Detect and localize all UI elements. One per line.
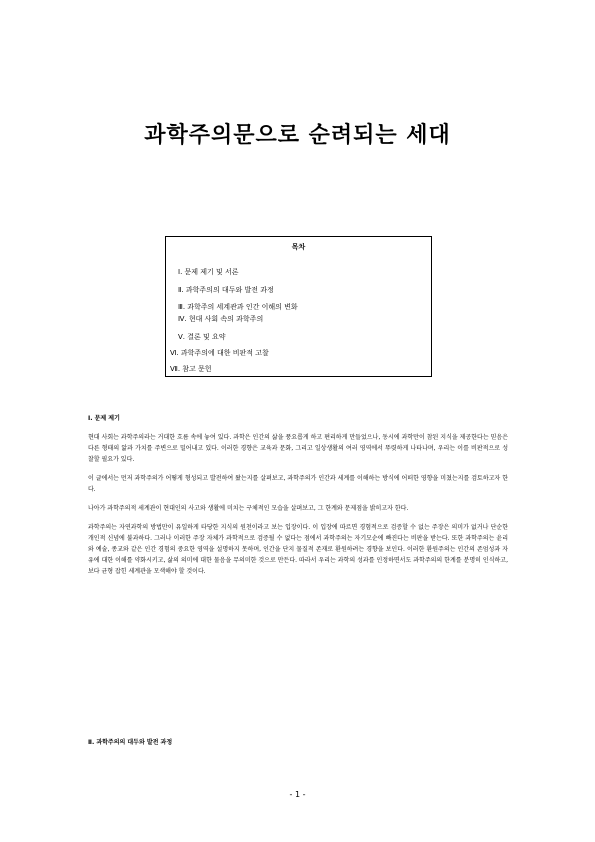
body-paragraph: 나아가 과학주의적 세계관이 현대인의 사고와 생활에 미치는 구체적인 모습을 살펴보고, 그 한계와 문제점을 밝히고자 한다. xyxy=(88,505,409,512)
toc-item: Ⅲ. 과학주의 세계관과 인간 이해의 변화 xyxy=(178,303,298,311)
document-title: 과학주의문으로 순려되는 세대 xyxy=(144,123,451,148)
table-of-contents xyxy=(165,236,432,377)
body-paragraph: 현대 사회는 과학주의라는 거대한 흐름 속에 놓여 있다. 과학은 인간의 삶을 풍요롭게 하고 편리하게 만들었으나, 동시에 과학만이 참된 지식을 제공한다는 믿음은 다른 형태의 앎과 가치를 주변으로 밀어내고 있다. 이러한 경향은 교육과 문화, 그리고 일상생활의 여러 영역에서 뚜렷하게 나타나며, 우리는 이를 비판적으로 성찰할 필요가 있다. xyxy=(88,434,508,463)
section-heading: Ⅱ. 과학주의의 대두와 발전 과정 xyxy=(88,739,173,746)
section-heading: Ⅰ. 문제 제기 xyxy=(88,415,120,422)
toc-item: Ⅱ. 과학주의의 대두와 발전 과정 xyxy=(178,286,274,294)
body-text xyxy=(88,413,508,585)
toc-item: Ⅴ. 결론 및 요약 xyxy=(178,333,226,341)
toc-item: Ⅶ. 참고 문헌 xyxy=(170,365,212,373)
toc-heading: 목차 xyxy=(291,243,306,251)
page-number: - 1 - xyxy=(289,790,306,799)
toc-item: Ⅵ. 과학주의에 대한 비판적 고찰 xyxy=(170,349,269,357)
body-paragraph: 이 글에서는 먼저 과학주의가 어떻게 형성되고 발전하여 왔는지를 살펴보고, 과학주의가 인간과 세계를 이해하는 방식에 어떠한 영향을 미쳤는지를 검토하고자 한다. xyxy=(88,475,508,493)
toc-item: Ⅳ. 현대 사회 속의 과학주의 xyxy=(178,315,264,323)
toc-item: Ⅰ. 문제 제기 및 서론 xyxy=(178,268,239,276)
body-paragraph: 과학주의는 자연과학의 방법만이 유일하게 타당한 지식의 원천이라고 보는 입장이다. 이 입장에 따르면 경험적으로 검증할 수 없는 주장은 의미가 없거나 단순한 개인적 신념에 불과하다. 그러나 이러한 주장 자체가 과학적으로 검증될 수 없다는 점에서 과학주의는 자기모순에 빠진다는 비판을 받는다. 또한 과학주의는 윤리와 예술, 종교와 같은 인간 경험의 중요한 영역을 설명하지 못하며, 인간을 단지 물질적 존재로 환원하려는 경향을 보인다. 이러한 환원주의는 인간의 존엄성과 자유에 대한 이해를 약화시키고, 삶의 의미에 대한 물음을 무의미한 것으로 만든다. 따라서 우리는 과학의 성과를 인정하면서도 과학주의의 한계를 분명히 인식하고, 보다 균형 잡힌 세계관을 모색해야 할 것이다. xyxy=(88,524,508,575)
